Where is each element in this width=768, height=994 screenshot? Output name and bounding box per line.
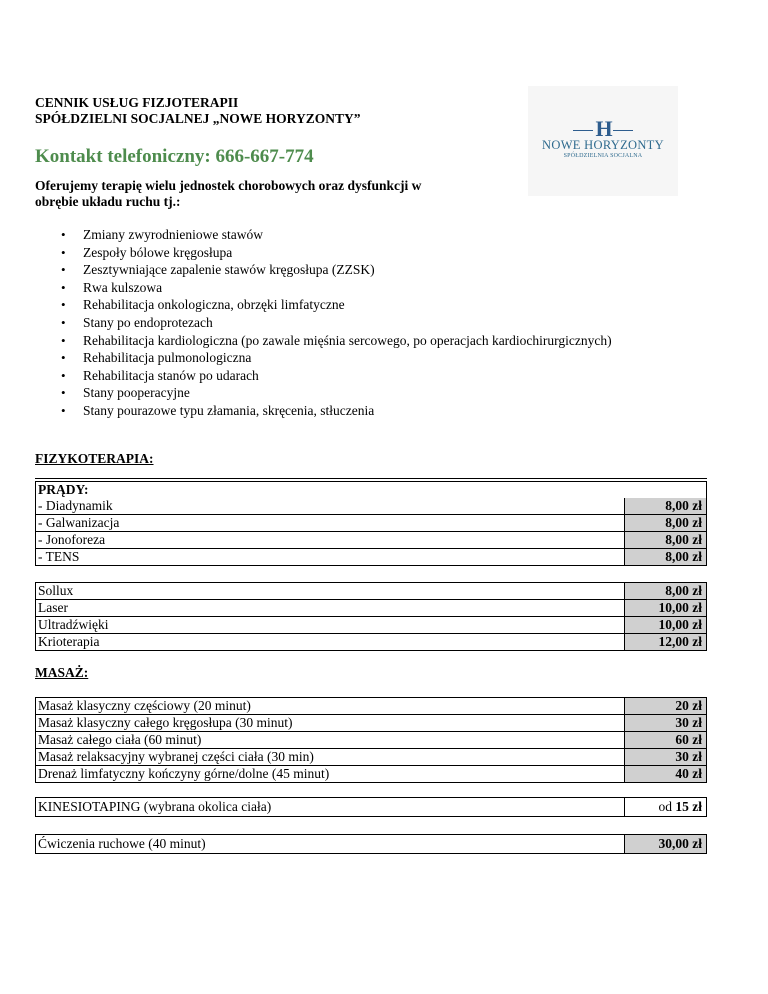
service-price: 8,00 zł	[624, 515, 706, 531]
service-price: 30,00 zł	[624, 835, 706, 853]
offer-line-1: Oferujemy terapię wielu jednostek chorobowych oraz dysfunkcji w	[35, 178, 422, 193]
document-title	[35, 95, 360, 127]
service-price	[624, 798, 706, 816]
list-item: • Rehabilitacja onkologiczna, obrzęki limfatyczne	[35, 296, 612, 314]
list-item: • Rwa kulszowa	[35, 279, 612, 297]
conditions-list	[35, 226, 612, 420]
list-item: • Stany pourazowe typu złamania, skręcenia, stłuczenia	[35, 402, 612, 420]
table-row	[36, 749, 706, 766]
service-name: - Galwanizacja	[38, 515, 120, 530]
list-item: • Zmiany zwyrodnieniowe stawów	[35, 226, 612, 244]
service-price: 40 zł	[624, 766, 706, 782]
table-row	[36, 732, 706, 749]
table-row	[36, 583, 706, 600]
service-name: KINESIOTAPING (wybrana okolica ciała)	[38, 799, 272, 814]
service-price: 12,00 zł	[624, 634, 706, 650]
service-name: Masaż całego ciała (60 minut)	[38, 732, 202, 747]
service-price: 10,00 zł	[624, 617, 706, 633]
service-name: Drenaż limfatyczny kończyny górne/dolne (45 minut)	[38, 766, 330, 781]
table-row	[36, 515, 706, 532]
offer-line-2: obrębie układu ruchu tj.:	[35, 194, 181, 209]
service-price: 8,00 zł	[624, 498, 706, 514]
table-row	[36, 532, 706, 549]
table-row	[36, 482, 706, 498]
logo-name: NOWE HORYZONTY	[542, 138, 664, 152]
offer-intro	[35, 178, 495, 210]
service-name: Laser	[38, 600, 68, 615]
service-price: 8,00 zł	[624, 583, 706, 599]
title-line-2: SPÓŁDZIELNI SOCJALNEJ „NOWE HORYZONTY”	[35, 111, 361, 126]
service-name: Masaż relaksacyjny wybranej części ciała (30 min)	[38, 749, 314, 764]
table-row	[36, 698, 706, 715]
table-row	[36, 498, 706, 515]
service-name: - TENS	[38, 549, 80, 564]
logo-subtitle: SPÓŁDZIELNIA SOCJALNA	[563, 153, 643, 159]
fizykoterapia-heading: FIZYKOTERAPIA:	[35, 451, 154, 466]
service-name: - Jonoforeza	[38, 532, 106, 547]
service-price: 10,00 zł	[624, 600, 706, 616]
table-row	[36, 715, 706, 732]
masaz-heading: MASAŻ:	[35, 665, 89, 680]
list-item: • Rehabilitacja kardiologiczna (po zawale mięśnia sercowego, po operacjach kardiochirurgicznych)	[35, 332, 612, 350]
table-row	[36, 617, 706, 634]
service-price: 60 zł	[624, 732, 706, 748]
table-row	[36, 549, 706, 565]
list-item: • Rehabilitacja pulmonologiczna	[35, 349, 612, 367]
service-name: Masaż klasyczny całego kręgosłupa (30 minut)	[38, 715, 293, 730]
service-name: Ultradźwięki	[38, 617, 109, 632]
currents-price-table	[35, 481, 707, 566]
section-divider	[35, 478, 707, 479]
service-price: 8,00 zł	[624, 532, 706, 548]
table-row	[36, 835, 706, 853]
service-price: 30 zł	[624, 715, 706, 731]
kinesiotaping-price-table	[35, 797, 707, 817]
service-price: 20 zł	[624, 698, 706, 714]
table-row	[36, 766, 706, 782]
list-item: • Zespoły bólowe kręgosłupa	[35, 244, 612, 262]
service-name: Ćwiczenia ruchowe (40 minut)	[38, 836, 206, 851]
logo-mark-icon: H	[528, 116, 678, 142]
list-item: • Rehabilitacja stanów po udarach	[35, 367, 612, 385]
service-name: Masaż klasyczny częściowy (20 minut)	[38, 698, 251, 713]
service-name: - Diadynamik	[38, 498, 113, 513]
list-item: • Stany po endoprotezach	[35, 314, 612, 332]
price-prefix: od	[658, 799, 676, 814]
table-row	[36, 798, 706, 816]
list-item: • Stany pooperacyjne	[35, 384, 612, 402]
title-line-1: CENNIK USŁUG FIZJOTERAPII	[35, 95, 239, 110]
service-price: 30 zł	[624, 749, 706, 765]
service-name: Krioterapia	[38, 634, 100, 649]
currents-header: PRĄDY:	[38, 482, 89, 497]
table-row	[36, 634, 706, 650]
service-name: Sollux	[38, 583, 74, 598]
exercise-price-table	[35, 834, 707, 854]
price-value: 15 zł	[675, 799, 702, 814]
physio-price-table	[35, 582, 707, 651]
list-item: • Zesztywniające zapalenie stawów kręgosłupa (ZZSK)	[35, 261, 612, 279]
table-row	[36, 600, 706, 617]
massage-price-table	[35, 697, 707, 783]
service-price: 8,00 zł	[624, 549, 706, 565]
contact-phone: Kontakt telefoniczny: 666-667-774	[35, 146, 314, 167]
nowe-horyzonty-logo	[528, 86, 678, 196]
